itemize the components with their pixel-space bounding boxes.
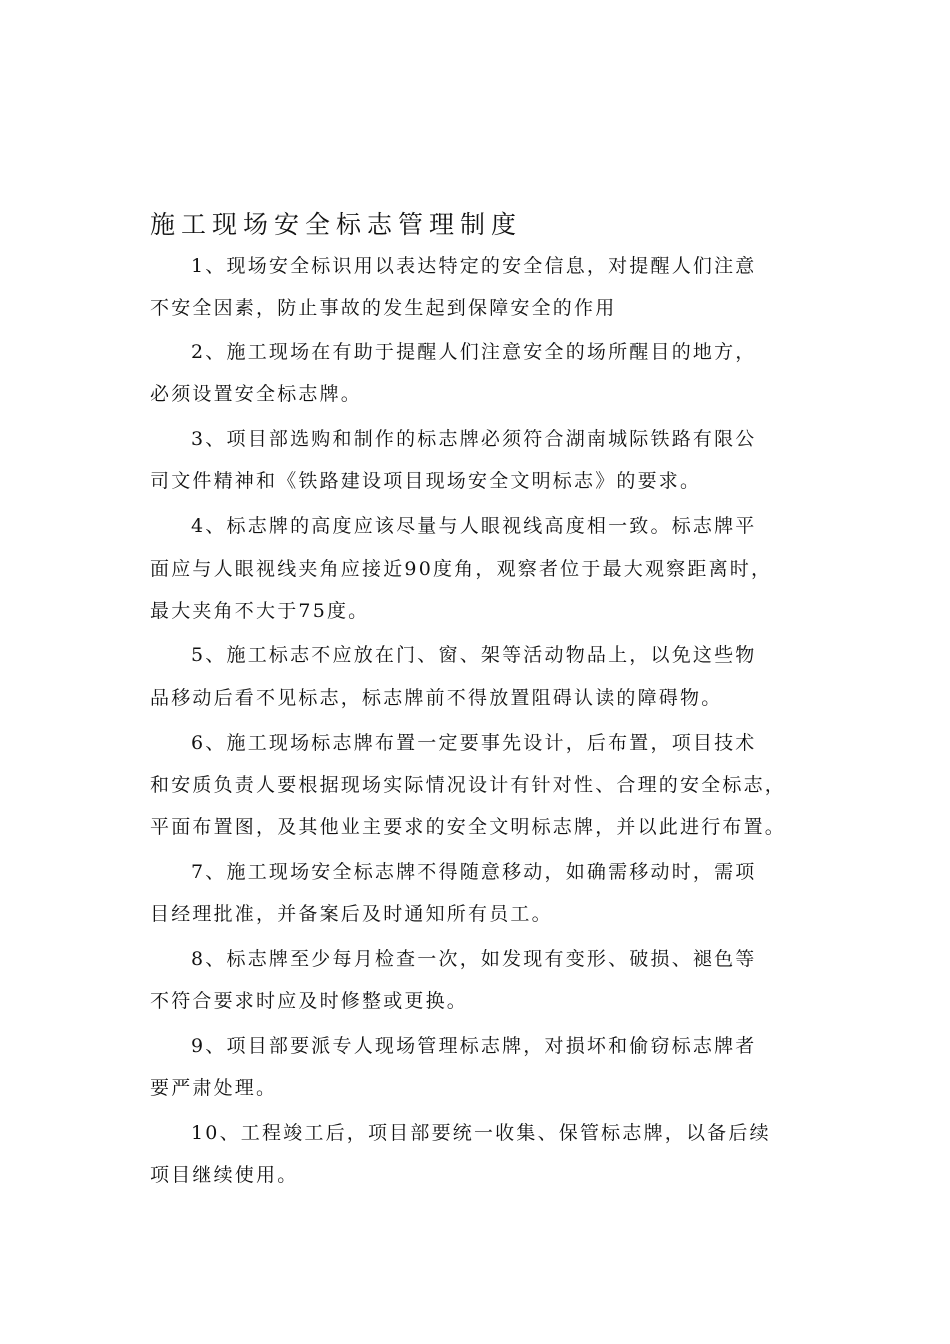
paragraph-3-line-1: 3、项目部选购和制作的标志牌必须符合湖南城际铁路有限公 (191, 428, 757, 450)
paragraph-10-line-2: 项目继续使用。 (150, 1164, 299, 1186)
paragraph-4-line-2: 面应与人眼视线夹角应接近90度角，观察者位于最大观察距离时， (150, 558, 773, 580)
paragraph-7-line-1: 7、施工现场安全标志牌不得随意移动，如确需移动时，需项 (191, 861, 757, 883)
paragraph-7-line-2: 目经理批准，并备案后及时通知所有员工。 (150, 903, 553, 925)
paragraph-2-line-2: 必须设置安全标志牌。 (150, 383, 363, 405)
paragraph-6-line-2: 和安质负责人要根据现场实际情况设计有针对性、合理的安全标志， (150, 774, 787, 796)
paragraph-5-line-1: 5、施工标志不应放在门、窗、架等活动物品上，以免这些物 (191, 644, 757, 666)
paragraph-1-line-1: 1、现场安全标识用以表达特定的安全信息，对提醒人们注意 (191, 255, 757, 277)
paragraph-9-line-1: 9、项目部要派专人现场管理标志牌，对损坏和偷窃标志牌者 (191, 1035, 757, 1057)
paragraph-1-line-2: 不安全因素，防止事故的发生起到保障安全的作用 (150, 297, 617, 319)
document-title: 施工现场安全标志管理制度 (150, 210, 523, 239)
paragraph-4-line-3: 最大夹角不大于75度。 (150, 600, 370, 622)
paragraph-8-line-2: 不符合要求时应及时修整或更换。 (150, 990, 469, 1012)
paragraph-3-line-2: 司文件精神和《铁路建设项目现场安全文明标志》的要求。 (150, 470, 702, 492)
paragraph-10-line-1: 10、工程竣工后，项目部要统一收集、保管标志牌，以备后续 (191, 1122, 771, 1144)
paragraph-6-line-1: 6、施工现场标志牌布置一定要事先设计，后布置，项目技术 (191, 732, 757, 754)
paragraph-6-line-3: 平面布置图，及其他业主要求的安全文明标志牌，并以此进行布置。 (150, 816, 787, 838)
paragraph-8-line-1: 8、标志牌至少每月检查一次，如发现有变形、破损、褪色等 (191, 948, 757, 970)
paragraph-4-line-1: 4、标志牌的高度应该尽量与人眼视线高度相一致。标志牌平 (191, 515, 757, 537)
paragraph-2-line-1: 2、施工现场在有助于提醒人们注意安全的场所醒目的地方， (191, 341, 757, 363)
paragraph-9-line-2: 要严肃处理。 (150, 1077, 278, 1099)
paragraph-5-line-2: 品移动后看不见标志，标志牌前不得放置阻碍认读的障碍物。 (150, 687, 723, 709)
